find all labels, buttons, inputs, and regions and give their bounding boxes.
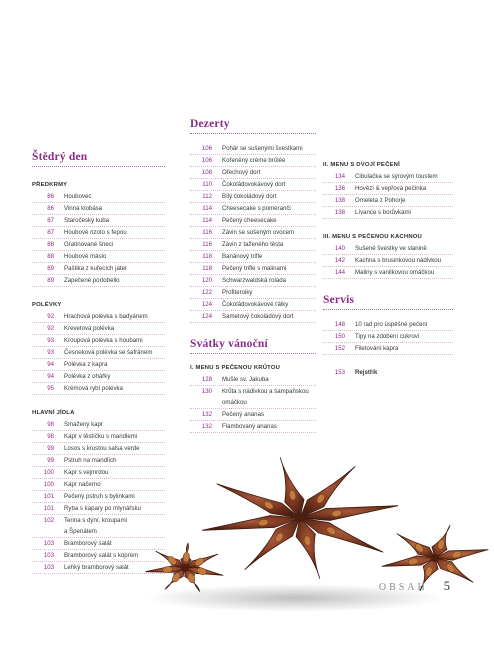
entry-title-line: Kroupová polévka s houbami <box>64 337 143 344</box>
entry-title-line: 10 rad pro úspěšné pečení <box>355 321 428 328</box>
page-number: 122 <box>201 289 212 296</box>
entry-title <box>222 215 316 226</box>
entry-title-line: Cheesecake s pomeranči <box>222 205 291 212</box>
entry-title-line: Závin se sušeným ovocem <box>222 229 295 236</box>
page-number: 118 <box>202 253 212 260</box>
toc-entry[interactable] <box>32 335 165 347</box>
page-number: 87 <box>47 217 54 224</box>
section-heading-svatky-vanocni: Svátky vánoční <box>190 337 316 354</box>
entry-title-line: Losos s krustou salsa verde <box>64 445 140 452</box>
page-number-footer: 5 <box>443 579 450 593</box>
page-number: 114 <box>202 205 212 212</box>
page-number: 103 <box>43 540 54 547</box>
entry-title <box>64 203 165 214</box>
toc-entry[interactable] <box>190 374 316 386</box>
entry-title <box>64 215 165 226</box>
page-number: 86 <box>47 205 54 212</box>
page-number: 110 <box>202 181 212 188</box>
entry-title <box>355 343 453 354</box>
entry-title-line: Sametový čokoládový dort <box>222 313 294 320</box>
page-number: 138 <box>334 197 345 204</box>
toc-entry[interactable] <box>323 319 453 331</box>
entry-title-line: Kachna s brusinkovou nádivkou <box>355 257 442 264</box>
page-number: 86 <box>47 193 54 200</box>
toc-entry[interactable] <box>190 143 316 155</box>
toc-entry[interactable] <box>32 311 165 323</box>
entry-title-line: Polévka z kapra <box>64 361 108 368</box>
page-number: 106 <box>201 145 212 152</box>
entry-title-line: Omeleta z Pohorje <box>355 197 406 204</box>
subsection-title: HLAVNÍ JÍDLA <box>32 410 75 416</box>
entry-title-line: a Špenátem <box>64 528 97 535</box>
entry-title-line: Polévka z ohářky <box>64 373 111 380</box>
page-number: 128 <box>201 376 212 383</box>
toc-entry[interactable] <box>323 331 453 343</box>
entry-title-line: Kapr v těstíčku s mandlemi <box>64 433 138 440</box>
entry-title-line: Cibulačka se sýrovým toustem <box>355 173 438 180</box>
entry-title-line: Filetování kapra <box>355 345 399 352</box>
entry-title-line: Pohár se sušenými švestkami <box>222 145 303 152</box>
entry-title-line: Čokoládovokávové ťálky <box>222 301 289 308</box>
page-number: 92 <box>47 313 54 320</box>
dezerty-list <box>190 143 316 323</box>
entry-title-line: Flambovaný ananas <box>222 423 277 430</box>
entry-title-line: Bílý čokoládový dort <box>222 193 277 200</box>
toc-entry[interactable] <box>190 275 316 287</box>
entry-title-line: Lehký bramborový salát <box>64 564 129 571</box>
entry-title <box>222 263 316 274</box>
page-number: 144 <box>334 269 345 276</box>
subsection-title: I. MENU S PEČENOU KRŮTOU <box>190 365 281 371</box>
entry-title-line: omáčkou <box>222 399 247 406</box>
entry-title-line: Sušené švestky ve slanině <box>355 245 427 252</box>
entry-title <box>64 323 165 334</box>
entry-title <box>355 243 453 254</box>
page-number: 153 <box>334 369 345 376</box>
page-number: 100 <box>43 469 54 476</box>
toc-entry[interactable] <box>190 179 316 191</box>
page-number: 101 <box>43 505 54 512</box>
entry-title-line: Česneková polévka se šafránem <box>64 349 153 356</box>
toc-entry[interactable] <box>190 311 316 323</box>
toc-entry[interactable] <box>32 215 165 227</box>
page-number: 138 <box>334 209 345 216</box>
entry-title-line: Bramborový salát <box>64 540 112 547</box>
toc-entry[interactable] <box>323 207 453 219</box>
page-number: 142 <box>334 257 345 264</box>
entry-title <box>355 195 453 206</box>
toc-column-2 <box>190 117 316 433</box>
toc-entry[interactable] <box>190 215 316 227</box>
page-number: 99 <box>47 445 54 452</box>
entry-title <box>64 275 165 286</box>
page-number: 118 <box>202 265 212 272</box>
toc-entry[interactable] <box>190 251 316 263</box>
page-number: 94 <box>47 361 54 368</box>
entry-title-line: Kapr s vejmrdou <box>64 469 109 476</box>
toc-entry[interactable] <box>32 347 165 359</box>
entry-title <box>64 227 165 238</box>
entry-title-line: Ořechový dort <box>222 169 261 176</box>
entry-title <box>222 191 316 202</box>
entry-title <box>355 331 453 342</box>
entry-title <box>64 359 165 370</box>
entry-title-line: Lívance s borůvkami <box>355 209 411 216</box>
toc-entry[interactable] <box>190 239 316 251</box>
page-number: 101 <box>43 493 54 500</box>
section-heading-dezerty: Dezerty <box>190 117 316 134</box>
entry-title <box>355 267 453 278</box>
toc-entry[interactable] <box>190 299 316 311</box>
page-number: 89 <box>47 277 54 284</box>
page-number: 98 <box>47 433 54 440</box>
page-number: 88 <box>47 241 54 248</box>
entry-title <box>222 374 316 385</box>
subsection-title: POLÉVKY <box>32 302 62 308</box>
anise-center <box>181 564 189 572</box>
subsection-title: II. MENU S DVOJÍ PEČENÍ <box>323 162 400 168</box>
page-number: 88 <box>47 253 54 260</box>
entry-title <box>222 143 316 154</box>
page-number: 140 <box>334 245 345 252</box>
page-number: 93 <box>47 349 54 356</box>
entry-title-line: Bramborový salát s koprem <box>64 552 139 559</box>
toc-entry[interactable] <box>32 371 165 383</box>
toc-entry-index[interactable] <box>323 367 453 378</box>
entry-title <box>222 311 316 322</box>
entry-title-line: Houbovec <box>64 193 92 200</box>
page-number: 89 <box>47 265 54 272</box>
entry-title-line: Staročeský kuba <box>64 217 110 224</box>
entry-title-line: Tipy na zdobení cukroví <box>355 333 420 340</box>
toc-entry[interactable] <box>323 255 453 267</box>
toc-entry[interactable] <box>190 191 316 203</box>
page-number: 152 <box>334 345 345 352</box>
page-number: 99 <box>47 457 54 464</box>
section-heading-stedry-den: Štědrý den <box>32 150 165 167</box>
entry-title-line: Krémová rybí polévka <box>64 385 123 392</box>
entry-title-line: Paštika z kuřecích jater <box>64 265 127 272</box>
page-number: 106 <box>201 157 212 164</box>
page-number: 112 <box>202 193 212 200</box>
anise-center <box>431 554 439 562</box>
entry-title <box>222 203 316 214</box>
entry-title <box>64 311 165 322</box>
entry-title <box>222 155 316 166</box>
entry-title <box>64 251 165 262</box>
entry-title-line: Pstruh na mandlích <box>64 457 117 464</box>
toc-entry[interactable] <box>190 386 316 409</box>
toc-entry[interactable] <box>32 383 165 395</box>
entry-title <box>64 335 165 346</box>
toc-entry[interactable] <box>323 183 453 195</box>
page-number: 87 <box>47 229 54 236</box>
toc-entry[interactable] <box>32 227 165 239</box>
page-number: 150 <box>334 333 345 340</box>
page-number: 124 <box>201 313 212 320</box>
page-number: 130 <box>201 388 212 395</box>
toc-entry[interactable] <box>190 167 316 179</box>
entry-title-line: Smažený kapr <box>64 421 103 428</box>
entry-title-line: Pečený cheesecake <box>222 217 277 224</box>
toc-entry[interactable] <box>190 227 316 239</box>
toc-entry[interactable] <box>323 267 453 279</box>
entry-title-line: Závin z taženého těsta <box>222 241 284 248</box>
entry-title: Rejstřík <box>355 369 378 376</box>
entry-title-line: Krůta s nádivkou a šampaňskou <box>222 388 309 395</box>
toc-entry[interactable] <box>32 239 165 251</box>
footer-section-label: OBSAH <box>378 582 428 593</box>
section-heading-servis: Servis <box>323 293 453 310</box>
entry-title-line: Maliny s vanilkovou omáčkou <box>355 269 435 276</box>
entry-title-line: Terina s dýní, kroupami <box>64 517 127 524</box>
entry-title <box>64 383 165 394</box>
servis-list <box>323 319 453 355</box>
entry-title-line: Banánový trifle <box>222 253 263 260</box>
page-number: 103 <box>43 564 54 571</box>
entry-title <box>222 239 316 250</box>
toc-entry[interactable] <box>32 191 165 203</box>
page-number: 98 <box>47 421 54 428</box>
toc-entry[interactable] <box>32 275 165 287</box>
entry-title <box>222 179 316 190</box>
page-number: 95 <box>47 385 54 392</box>
entry-title <box>222 251 316 262</box>
page-number: 94 <box>47 373 54 380</box>
entry-title <box>222 287 316 298</box>
entry-title-line: Pečený pstruh s bylinkami <box>64 493 135 500</box>
toc-entry[interactable] <box>323 243 453 255</box>
entry-title <box>222 386 316 408</box>
entry-title-line: Hrachová polévka s badyánem <box>64 313 148 320</box>
page-number: 116 <box>202 241 212 248</box>
page-number: 116 <box>202 229 212 236</box>
entry-title <box>64 371 165 382</box>
toc-entry[interactable] <box>190 203 316 215</box>
page-number: 148 <box>334 321 345 328</box>
page-number: 136 <box>334 185 345 192</box>
toc-entry[interactable] <box>32 263 165 275</box>
toc-entry[interactable] <box>323 343 453 355</box>
entry-title <box>64 191 165 202</box>
entry-title-line: Vinná klobása <box>64 205 103 212</box>
entry-title <box>355 319 453 330</box>
toc-entry[interactable] <box>32 359 165 371</box>
page-number: 100 <box>43 481 54 488</box>
toc-column-3 <box>323 160 453 378</box>
col3-sections <box>323 160 453 279</box>
anise-center <box>296 514 304 522</box>
subsection-title: PŘEDKRMY <box>32 182 68 188</box>
entry-title-line: Kapr načerno <box>64 481 101 488</box>
entry-title-line: Krevetová polévka <box>64 325 115 332</box>
entry-title-line: Zapečené portobello <box>64 277 120 284</box>
entry-title-line: Profiteroiky <box>222 289 253 296</box>
entry-title-line: Mušle sv. Jakuba <box>222 376 269 383</box>
entry-title <box>64 263 165 274</box>
toc-entry[interactable] <box>32 323 165 335</box>
entry-title <box>64 347 165 358</box>
toc-entry[interactable] <box>32 203 165 215</box>
subsection-title: III. MENU S PEČENOU KACHNOU <box>323 234 423 240</box>
toc-entry[interactable] <box>190 155 316 167</box>
toc-entry[interactable] <box>190 263 316 275</box>
page-number: 132 <box>201 411 212 418</box>
entry-title <box>355 171 453 182</box>
page-number: 124 <box>201 301 212 308</box>
entry-title-line: Pečený ananas <box>222 411 265 418</box>
entry-title-line: Hovězí & vepřová pečínka <box>355 185 427 192</box>
page-number: 120 <box>201 277 212 284</box>
entry-title <box>355 207 453 218</box>
toc-entry[interactable] <box>323 195 453 207</box>
entry-title <box>355 255 453 266</box>
page-number: 92 <box>47 325 54 332</box>
toc-entry[interactable] <box>323 171 453 183</box>
page-number: 108 <box>201 169 212 176</box>
entry-title-line: Pečený trifle s malinami <box>222 265 287 272</box>
page-number: 93 <box>47 337 54 344</box>
entry-title-line: Ryba s kapary po mlynářsku <box>64 505 141 512</box>
page-number: 103 <box>43 552 54 559</box>
entry-title <box>222 167 316 178</box>
entry-title <box>222 227 316 238</box>
page-number: 134 <box>334 173 345 180</box>
entry-title <box>355 183 453 194</box>
entry-title-line: Kořeněný crème brûlée <box>222 157 286 164</box>
page-footer <box>379 577 450 595</box>
page-number: 114 <box>202 217 212 224</box>
entry-title-line: Čokoládovokávový dort <box>222 181 286 188</box>
entry-title <box>222 299 316 310</box>
entry-title-line: Houbové máslo <box>64 253 107 260</box>
page-number: 102 <box>43 517 54 524</box>
entry-title <box>64 239 165 250</box>
toc-entry[interactable] <box>32 251 165 263</box>
entry-title-line: Houbové rizoto s fepou <box>64 229 127 236</box>
page-number: 132 <box>201 423 212 430</box>
toc-entry[interactable] <box>190 287 316 299</box>
entry-title-line: Gratinované šneci <box>64 241 114 248</box>
entry-title <box>222 275 316 286</box>
entry-title-line: Schwarzwaldská roláda <box>222 277 287 284</box>
